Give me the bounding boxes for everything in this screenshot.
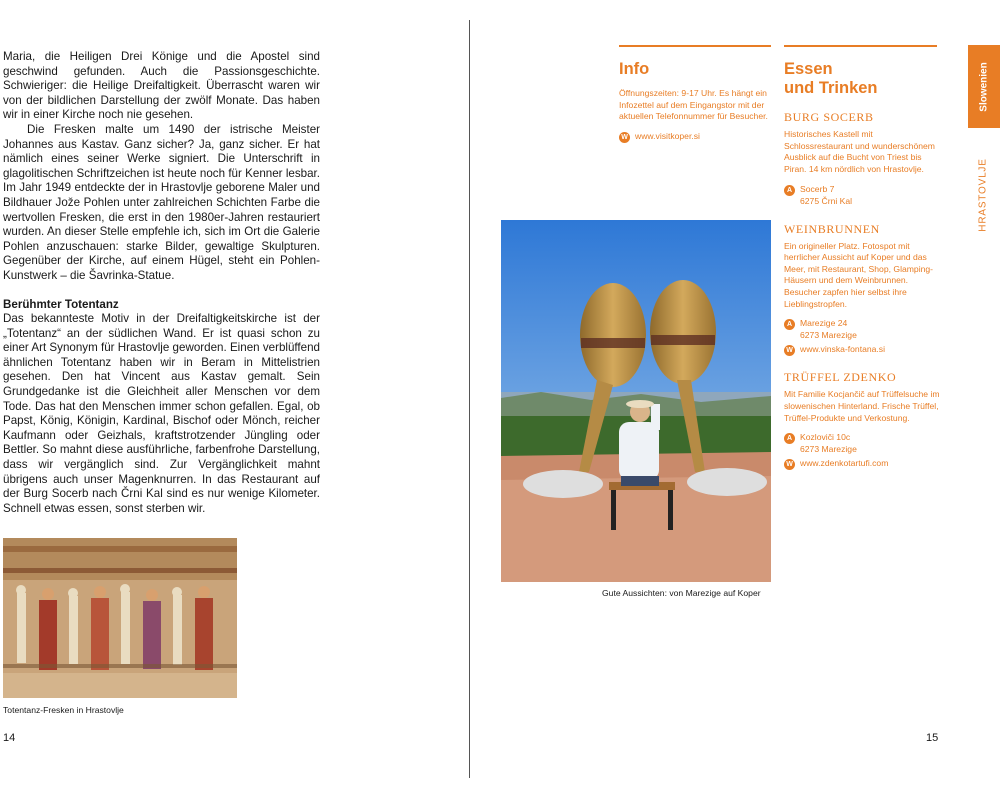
essen-rule xyxy=(784,45,937,47)
venue-address xyxy=(784,432,940,455)
marezige-photo-caption: Gute Aussichten: von Marezige auf Koper xyxy=(602,588,761,598)
fresco-photo-caption: Totentanz-Fresken in Hrastovlje xyxy=(3,705,124,715)
page-number-left: 14 xyxy=(3,732,16,744)
address-pin-icon: A xyxy=(784,433,795,444)
venue-website-link[interactable]: www.vinska-fontana.si xyxy=(800,344,886,355)
address-line-1: Socerb 7 xyxy=(800,184,835,195)
chapter-tab xyxy=(968,45,1000,128)
web-icon: W xyxy=(784,459,795,470)
venue-website-row xyxy=(784,458,940,470)
address-line-1: Marezige 24 xyxy=(800,318,848,329)
venue-website-row xyxy=(784,344,940,356)
address-pin-icon: A xyxy=(784,185,795,196)
address-line-2: 6273 Marezige xyxy=(800,329,857,340)
info-website-row xyxy=(619,131,771,143)
address-line-2: 6273 Marezige xyxy=(800,443,857,454)
venue-address xyxy=(784,184,940,207)
venue-website-link[interactable]: www.zdenkotartufi.com xyxy=(800,458,889,469)
left-body-text xyxy=(3,50,320,516)
location-side-label-text: HRASTOVLJE xyxy=(977,158,989,232)
fresco-photo xyxy=(3,538,237,698)
address-line-2: 6275 Črni Kal xyxy=(800,195,853,206)
address-pin-icon: A xyxy=(784,319,795,330)
paragraph-1: Maria, die Heiligen Drei Könige und die Apostel sind geschwind gefunden. Auch die Passionsgeschichte. Schwieriger: die Heilige Dreifaltigkeit. Überrascht waren wir von der bildlichen Darstellung der zwölf Monate. Das haben wir in einer Kirche noch nie gesehen. xyxy=(3,50,320,122)
web-icon: W xyxy=(784,345,795,356)
venue-burg-socerb xyxy=(784,110,940,208)
venue-name: WEINBRUNNEN xyxy=(784,221,880,236)
venue-address xyxy=(784,318,940,341)
venue-description: Mit Familie Kocjančič auf Trüffelsuche im slowenischen Hinterland. Frische Trüffel, Trüffel-Produkte und Verkostung. xyxy=(784,389,940,423)
address-line-1: Kozloviči 10c xyxy=(800,432,851,443)
venue-description: Ein origineller Platz. Fotospot mit herrlicher Aussicht auf Koper und das Meer, mit Restaurant, Shop, Glamping-Häusern und dem Weinbrunnen. Besucher zapfen hier selbst ihre Lieblingstropfen. xyxy=(784,240,934,309)
info-text: Öffnungszeiten: 9-17 Uhr. Es hängt ein Infozettel auf dem Eingangstor mit der aktuellen Telefonnummer für Besucher. xyxy=(619,88,768,122)
web-icon: W xyxy=(619,132,630,143)
info-heading: Info xyxy=(619,60,650,78)
paragraph-2: Die Fresken malte um 1490 der istrische Meister Johannes aus Kastav. Ganz sicher? Ja, ganz sicher. Er hat nämlich eines seiner Werke signiert. Die Unterschrift in glagolitischen Schriftzeichen ist heute noch für Kenner lesbar. Im Jahr 1949 entdeckte der in Hrastovlje geborene Maler und Bildhauer Jože Pohlen unter zahlreichen Schichten Farbe die wertvollen Fresken, die erst in den 1980er-Jahren restauriert wurden. An dieser Stelle empfehle ich, sich im Ort die Galerie Pohlen anzuschauen: starke Bilder, gewaltige Skulpturen. Gegenüber der Kirche, auf einem Hügel, steht ein Pohlen-Kunstwerk – die Šavrinka-Statue. xyxy=(3,122,320,282)
section-subheading: Berühmter Totentanz xyxy=(3,297,119,311)
venue-description: Historisches Kastell mit Schlossrestaurant und wunderschönem Ausblick auf die Bucht von Triest bis Piran. 14 km nördlich von Hrastovlje. xyxy=(784,129,935,174)
info-column xyxy=(619,60,771,143)
location-side-label xyxy=(972,150,994,240)
info-website-link[interactable]: www.visitkoper.si xyxy=(635,130,700,141)
info-rule xyxy=(619,45,771,47)
venue-trueffel-zdenko xyxy=(784,370,940,470)
essen-heading-line2: und Trinken xyxy=(784,79,878,97)
paragraph-3: Das bekannteste Motiv in der Dreifaltigkeitskirche ist der „Totentanz“ an der südlichen Wand. Er ist quasi schon zu einer Art Synonym für Hrastovlje geworden. Einen verblüffend ähnlichen Totentanz haben wir in Beram in Mittelistrien gesehen. Den hat Vincent aus Kastav gemalt. Sein Grundgedanke ist die Gleichheit aller Menschen vor dem Tode. Das hat den Menschen immer schon gefallen. Egal, ob Papst, König, Königin, Kardinal, Bischof oder Mönch, reicher Kaufmann oder Geizhals, kraftstrotzender Jüngling oder Bettler. So mahnt diese ausführliche, farbenfrohe Darstellung, dass wir vergänglich sind. Zur Vergänglichkeit mahnt übrigens auch unser Magenknurren. In das Restaurant auf der Burg Socerb nach Črni Kal sind es nur wenige Kilometer. Schnell etwas essen, sonst sterben wir. xyxy=(3,312,320,515)
essen-heading-line1: Essen xyxy=(784,60,833,78)
venue-name: BURG SOCERB xyxy=(784,110,874,124)
marezige-photo xyxy=(501,220,771,582)
venue-name: TRÜFFEL ZDENKO xyxy=(784,370,897,385)
chapter-tab-label: Slowenien xyxy=(978,61,990,112)
page-number-right: 15 xyxy=(926,732,939,744)
essen-column xyxy=(784,60,940,470)
venue-weinbrunnen xyxy=(784,222,940,357)
page-gutter-divider xyxy=(469,20,470,778)
